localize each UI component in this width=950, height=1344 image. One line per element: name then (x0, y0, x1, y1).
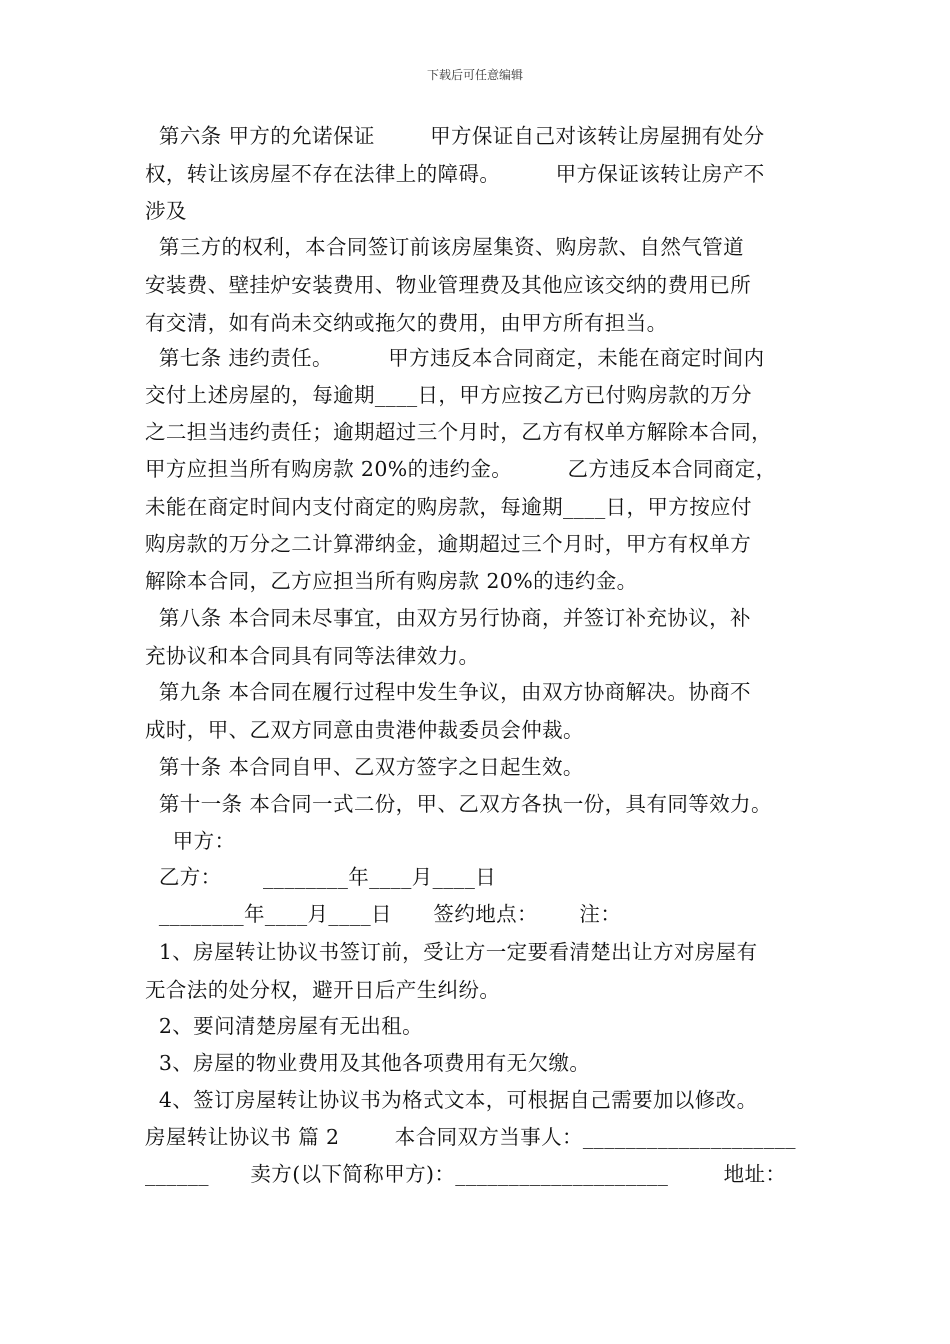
text-line: 第八条 本合同未尽事宜，由双方另行协商，并签订补充协议，补 (145, 606, 751, 630)
text-line: 第十条 本合同自甲、乙双方签字之日起生效。 (145, 755, 584, 779)
text-line: 成时，甲、乙双方同意由贵港仲裁委员会仲裁。 (145, 718, 584, 742)
text-line: 之二担当违约责任；逾期超过三个月时，乙方有权单方解除本合同， (145, 420, 772, 444)
text-line: 第七条 违约责任。 甲方违反本合同商定，未能在商定时间内 (145, 346, 765, 370)
text-line: 第三方的权利，本合同签订前该房屋集资、购房款、自然气管道 (145, 235, 745, 259)
text-line: 第六条 甲方的允诺保证 甲方保证自己对该转让房屋拥有处分 (145, 124, 765, 148)
text-line: 甲方： (145, 829, 236, 853)
text-line: 乙方： ________年____月____日 (145, 865, 497, 889)
text-line: 1、房屋转让协议书签订前，受让方一定要看清楚出让方对房屋有 (145, 940, 758, 964)
text-line: 4、签订房屋转让协议书为格式文本，可根据自己需要加以修改。 (145, 1088, 758, 1112)
text-line: 涉及 (145, 199, 187, 223)
text-line: 有交清，如有尚未交纳或拖欠的费用，由甲方所有担当。 (145, 311, 668, 335)
text-line: 购房款的万分之二计算滞纳金，逾期超过三个月时，甲方有权单方 (145, 532, 752, 556)
text-line: 安装费、壁挂炉安装费用、物业管理费及其他应该交纳的费用已所 (145, 273, 752, 297)
text-line: 甲方应担当所有购房款 20%的违约金。 乙方违反本合同商定， (145, 457, 777, 481)
text-line: 第九条 本合同在履行过程中发生争议，由双方协商解决。协商不 (145, 680, 751, 704)
text-line: ________年____月____日 签约地点： 注： (145, 902, 622, 926)
text-line: 房屋转让协议书 篇 2 本合同双方当事人：____________________ (145, 1125, 796, 1149)
text-line: 无合法的处分权，避开日后产生纠纷。 (145, 978, 501, 1002)
text-line: 交付上述房屋的，每逾期____日，甲方应按乙方已付购房款的万分 (145, 383, 752, 407)
text-line: 解除本合同，乙方应担当所有购房款 20%的违约金。 (145, 569, 638, 593)
text-line: ______ 卖方(以下简称甲方)：____________________ 地址： (145, 1162, 787, 1186)
page-header: 下载后可任意编辑 (426, 68, 523, 82)
text-line: 2、要问清楚房屋有无出租。 (145, 1014, 424, 1038)
text-line: 未能在商定时间内支付商定的购房款，每逾期____日，甲方按应付 (145, 495, 752, 519)
text-line: 3、房屋的物业费用及其他各项费用有无欠缴。 (145, 1051, 591, 1075)
text-line: 权，转让该房屋不存在法律上的障碍。 甲方保证该转让房产不 (145, 162, 765, 186)
text-line: 充协议和本合同具有同等法律效力。 (145, 644, 480, 668)
text-line: 第十一条 本合同一式二份，甲、乙双方各执一份，具有同等效力。 (145, 792, 772, 816)
